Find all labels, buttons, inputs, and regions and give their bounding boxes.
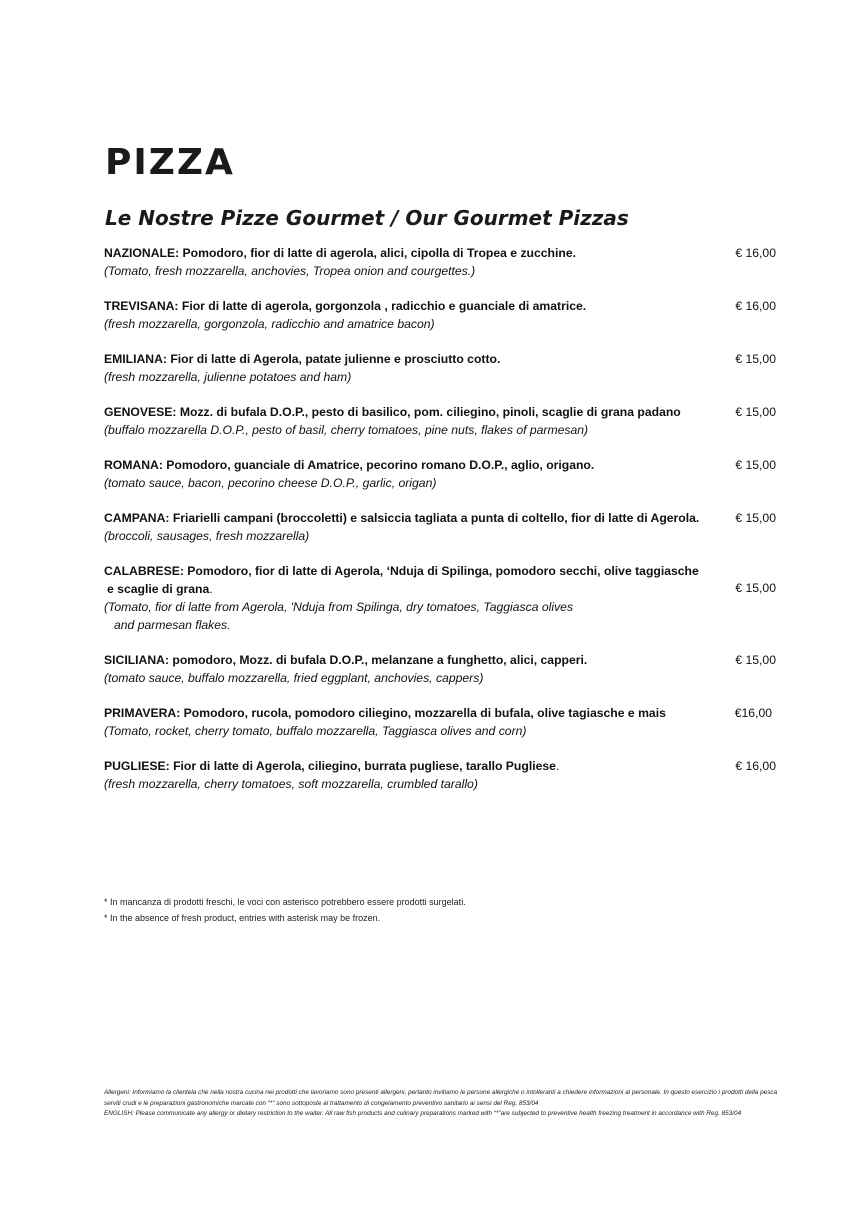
allergen-note — [104, 1088, 784, 1120]
item-name-description: CAMPANA: Friarielli campani (broccoletti) e salsiccia tagliata a punta di coltello, fior di latte di Agerola. — [104, 511, 700, 525]
item-translation: (fresh mozzarella, julienne potatoes and ham) — [104, 370, 352, 384]
item-price: € 15,00 — [735, 352, 776, 366]
menu-item-trevisana — [104, 297, 784, 333]
menu-item-romana — [104, 456, 784, 492]
item-name-description: CALABRESE: Pomodoro, fior di latte di Agerola, ‘Nduja di Spilinga, pomodoro secchi, olive taggiasche — [104, 564, 699, 578]
menu-item-emiliana — [104, 350, 784, 386]
footnote-italian: * In mancanza di prodotti freschi, le voci con asterisco potrebbero essere prodotti surgelati. — [104, 897, 466, 907]
item-name-description: PRIMAVERA: Pomodoro, rucola, pomodoro ciliegino, mozzarella di bufala, olive tagiasche e mais — [104, 706, 666, 720]
item-translation: (Tomato, rocket, cherry tomato, buffalo mozzarella, Taggiasca olives and corn) — [104, 724, 527, 738]
menu-item-campana — [104, 509, 784, 545]
item-translation-cont: and parmesan flakes. — [114, 618, 231, 632]
item-name-description: ROMANA: Pomodoro, guanciale di Amatrice, pecorino romano D.O.P., aglio, origano. — [104, 458, 595, 472]
item-translation: (tomato sauce, buffalo mozzarella, fried eggplant, anchovies, cappers) — [104, 671, 484, 685]
item-translation: (broccoli, sausages, fresh mozzarella) — [104, 529, 310, 543]
item-translation: (tomato sauce, bacon, pecorino cheese D.O.P., garlic, origan) — [104, 476, 437, 490]
menu-item-genovese — [104, 403, 784, 439]
item-price: € 15,00 — [735, 458, 776, 472]
item-price: €16,00 — [734, 706, 772, 720]
item-price: € 15,00 — [735, 511, 776, 525]
item-name-description-cont: e scaglie di grana. — [107, 582, 213, 596]
item-price: € 15,00 — [735, 405, 776, 419]
item-name-description: GENOVESE: Mozz. di bufala D.O.P., pesto di basilico, pom. ciliegino, pinoli, scaglie di grana padano — [104, 405, 681, 419]
item-price: € 15,00 — [735, 581, 776, 595]
item-translation: (fresh mozzarella, gorgonzola, radicchio and amatrice bacon) — [104, 317, 435, 331]
section-subtitle: Le Nostre Pizze Gourmet / Our Gourmet Pizzas — [105, 206, 629, 230]
item-translation: (fresh mozzarella, cherry tomatoes, soft mozzarella, crumbled tarallo) — [104, 777, 478, 791]
item-name-description: PUGLIESE: Fior di latte di Agerola, ciliegino, burrata pugliese, tarallo Pugliese — [104, 759, 556, 773]
menu-item-calabrese — [104, 562, 784, 634]
item-name-description-line2: e scaglie di grana — [107, 582, 210, 596]
item-name-description: NAZIONALE: Pomodoro, fior di latte di agerola, alici, cipolla di Tropea e zucchine. — [104, 246, 576, 260]
item-translation: (Tomato, fior di latte from Agerola, 'Nduja from Spilinga, dry tomatoes, Taggiasca olives — [104, 600, 574, 614]
item-price: € 16,00 — [735, 246, 776, 260]
allergen-note-italian: Allergeni: Informiamo la clientela che nella nostra cucina nei prodotti che lavoriamo sono presenti allergeni, pertanto invitiamo le persone allergiche o intolleranti a chiedere informazioni al personale. In questo esercizio i prodotti della pesca serviti crudi e le preparazioni gastronomiche marcate con “*” sono sottoposte al trattamento di congelamento preventivo sanitario ai sensi del Reg. 853/04 — [104, 1089, 778, 1107]
menu-item-primavera — [104, 704, 784, 740]
menu-item-pugliese — [104, 757, 784, 793]
footnote-english: * In the absence of fresh product, entries with asterisk may be frozen. — [104, 913, 381, 923]
footnotes — [104, 894, 466, 926]
item-name-description-row: PUGLIESE: Fior di latte di Agerola, ciliegino, burrata pugliese, tarallo Pugliese. — [104, 759, 560, 773]
item-translation: (Tomato, fresh mozzarella, anchovies, Tropea onion and courgettes.) — [104, 264, 476, 278]
item-price: € 16,00 — [735, 759, 776, 773]
item-price: € 16,00 — [735, 299, 776, 313]
item-price: € 15,00 — [735, 653, 776, 667]
page-title: PIZZA — [105, 142, 235, 183]
menu-item-nazionale — [104, 244, 784, 280]
allergen-note-english: ENGLISH: Please communicate any allergy or dietary restriction to the waiter. All raw fish products and culinary preparations marked with “*”are subjected to preventive health freezing treatment in accordance with Reg. 853/04 — [104, 1110, 742, 1117]
item-translation: (buffalo mozzarella D.O.P., pesto of basil, cherry tomatoes, pine nuts, flakes of parmesan) — [104, 423, 589, 437]
item-name-description: TREVISANA: Fior di latte di agerola, gorgonzola , radicchio e guanciale di amatrice. — [104, 299, 587, 313]
menu-item-siciliana — [104, 651, 784, 687]
item-name-description: EMILIANA: Fior di latte di Agerola, patate julienne e prosciutto cotto. — [104, 352, 501, 366]
item-name-description: SICILIANA: pomodoro, Mozz. di bufala D.O.P., melanzane a funghetto, alici, capperi. — [104, 653, 588, 667]
